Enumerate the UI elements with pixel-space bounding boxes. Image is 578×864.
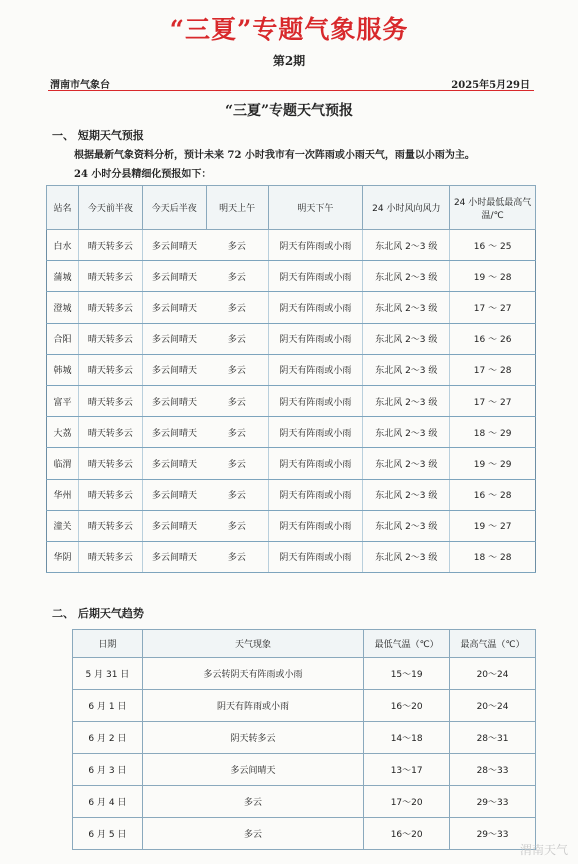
county-forecast-cell: 临渭 <box>47 448 79 479</box>
table-row <box>73 754 536 786</box>
county-forecast-cell: 多云 <box>206 292 268 323</box>
county-forecast-cell: 17 ～ 28 <box>450 354 536 385</box>
county-forecast-cell: 19 ～ 28 <box>450 261 536 292</box>
county-forecast-cell: 阴天有阵雨或小雨 <box>268 354 363 385</box>
county-forecast-cell: 富平 <box>47 385 79 416</box>
county-forecast-cell: 晴天转多云 <box>78 323 142 354</box>
trend-header-row <box>73 630 536 658</box>
trend-cell: 多云间晴天 <box>142 754 363 786</box>
county-forecast-cell: 东北风 2～3 级 <box>363 323 450 354</box>
county-forecast-cell: 东北风 2～3 级 <box>363 541 450 572</box>
county-forecast-cell: 晴天转多云 <box>78 385 142 416</box>
county-forecast-cell: 阴天有阵雨或小雨 <box>268 292 363 323</box>
county-forecast-cell: 东北风 2～3 级 <box>363 510 450 541</box>
table-row <box>47 354 536 385</box>
trend-cell: 6 月 2 日 <box>73 722 143 754</box>
county-forecast-cell: 东北风 2～3 级 <box>363 479 450 510</box>
county-forecast-cell: 阴天有阵雨或小雨 <box>268 385 363 416</box>
county-forecast-header-cell: 24 小时风向风力 <box>363 186 450 230</box>
table-row <box>73 818 536 850</box>
trend-cell: 阴天转多云 <box>142 722 363 754</box>
county-forecast-cell: 多云间晴天 <box>142 292 206 323</box>
county-forecast-cell: 多云间晴天 <box>142 541 206 572</box>
table-row <box>73 690 536 722</box>
trend-cell: 17～20 <box>364 786 450 818</box>
trend-cell: 多云 <box>142 818 363 850</box>
trend-cell: 29～33 <box>450 786 536 818</box>
trend-cell: 6 月 4 日 <box>73 786 143 818</box>
county-forecast-cell: 澄城 <box>47 292 79 323</box>
publisher-row <box>50 76 530 90</box>
county-forecast-cell: 多云间晴天 <box>142 354 206 385</box>
table-row <box>73 786 536 818</box>
county-forecast-header-cell: 今天前半夜 <box>78 186 142 230</box>
county-forecast-cell: 晴天转多云 <box>78 292 142 323</box>
table-row <box>73 658 536 690</box>
county-forecast-cell: 华州 <box>47 479 79 510</box>
trend-header-cell: 最高气温（℃） <box>450 630 536 658</box>
trend-cell: 29～33 <box>450 818 536 850</box>
table-row <box>47 230 536 261</box>
county-forecast-cell: 多云间晴天 <box>142 323 206 354</box>
county-forecast-cell: 多云 <box>206 479 268 510</box>
county-forecast-cell: 多云 <box>206 448 268 479</box>
table-row <box>47 323 536 354</box>
trend-cell: 20～24 <box>450 690 536 722</box>
county-forecast-header-row <box>47 186 536 230</box>
section-short-term-intro <box>74 146 544 184</box>
trend-cell: 5 月 31 日 <box>73 658 143 690</box>
forecast-subtitle: “三夏”专题天气预报 <box>224 103 354 119</box>
county-forecast-cell: 晴天转多云 <box>78 417 142 448</box>
county-forecast-header-cell: 站名 <box>47 186 79 230</box>
county-forecast-cell: 东北风 2～3 级 <box>363 385 450 416</box>
county-forecast-cell: 阴天有阵雨或小雨 <box>268 323 363 354</box>
county-forecast-cell: 多云 <box>206 354 268 385</box>
county-forecast-cell: 东北风 2～3 级 <box>363 354 450 385</box>
publisher-name: 渭南市气象台 <box>50 80 110 91</box>
county-forecast-cell: 晴天转多云 <box>78 230 142 261</box>
table-row <box>47 448 536 479</box>
county-forecast-cell: 19 ～ 29 <box>450 448 536 479</box>
county-forecast-cell: 晴天转多云 <box>78 354 142 385</box>
trend-cell: 16～20 <box>364 818 450 850</box>
county-forecast-cell: 合阳 <box>47 323 79 354</box>
county-forecast-cell: 17 ～ 27 <box>450 385 536 416</box>
county-forecast-cell: 19 ～ 27 <box>450 510 536 541</box>
table-row <box>47 292 536 323</box>
trend-cell: 6 月 1 日 <box>73 690 143 722</box>
document-title: “三夏”专题气象服务 <box>169 15 409 44</box>
county-forecast-cell: 东北风 2～3 级 <box>363 417 450 448</box>
table-row <box>73 722 536 754</box>
county-forecast-cell: 阴天有阵雨或小雨 <box>268 261 363 292</box>
county-forecast-cell: 阴天有阵雨或小雨 <box>268 417 363 448</box>
county-forecast-cell: 多云间晴天 <box>142 417 206 448</box>
county-forecast-cell: 阴天有阵雨或小雨 <box>268 541 363 572</box>
county-forecast-cell: 多云 <box>206 323 268 354</box>
county-forecast-cell: 阴天有阵雨或小雨 <box>268 230 363 261</box>
trend-header-cell: 日期 <box>73 630 143 658</box>
trend-cell: 15～19 <box>364 658 450 690</box>
county-forecast-header-cell: 今天后半夜 <box>142 186 206 230</box>
county-forecast-cell: 韩城 <box>47 354 79 385</box>
county-forecast-cell: 多云间晴天 <box>142 230 206 261</box>
table-row <box>47 385 536 416</box>
publish-date: 2025年5月29日 <box>451 80 530 91</box>
county-forecast-cell: 多云间晴天 <box>142 385 206 416</box>
county-forecast-cell: 16 ～ 25 <box>450 230 536 261</box>
county-forecast-cell: 东北风 2～3 级 <box>363 292 450 323</box>
trend-cell: 6 月 3 日 <box>73 754 143 786</box>
county-forecast-cell: 阴天有阵雨或小雨 <box>268 479 363 510</box>
trend-header-cell: 最低气温（℃） <box>364 630 450 658</box>
table-row <box>47 541 536 572</box>
county-forecast-cell: 多云间晴天 <box>142 448 206 479</box>
county-forecast-cell: 多云间晴天 <box>142 510 206 541</box>
county-forecast-cell: 大荔 <box>47 417 79 448</box>
trend-table <box>72 629 536 850</box>
county-forecast-cell: 华阴 <box>47 541 79 572</box>
table-row <box>47 479 536 510</box>
county-forecast-cell: 多云 <box>206 230 268 261</box>
county-forecast-header-cell: 明天下午 <box>268 186 363 230</box>
county-forecast-cell: 多云 <box>206 541 268 572</box>
county-forecast-cell: 多云间晴天 <box>142 479 206 510</box>
watermark: 渭南天气 <box>519 843 568 857</box>
county-forecast-header-cell: 明天上午 <box>206 186 268 230</box>
county-forecast-header-cell: 24 小时最低最高气温/℃ <box>450 186 536 230</box>
county-forecast-cell: 晴天转多云 <box>78 510 142 541</box>
trend-cell: 20～24 <box>450 658 536 690</box>
county-forecast-cell: 16 ～ 26 <box>450 323 536 354</box>
trend-cell: 28～31 <box>450 722 536 754</box>
trend-cell: 13～17 <box>364 754 450 786</box>
county-forecast-cell: 17 ～ 27 <box>450 292 536 323</box>
table-row <box>47 510 536 541</box>
county-forecast-cell: 晴天转多云 <box>78 261 142 292</box>
county-forecast-cell: 多云 <box>206 510 268 541</box>
intro-line-2: 24 小时分县精细化预报如下： <box>74 169 212 180</box>
county-forecast-cell: 阴天有阵雨或小雨 <box>268 510 363 541</box>
trend-cell: 多云 <box>142 786 363 818</box>
header-divider <box>48 90 534 91</box>
county-forecast-cell: 东北风 2～3 级 <box>363 230 450 261</box>
issue-number: 第2期 <box>272 54 306 68</box>
county-forecast-cell: 晴天转多云 <box>78 479 142 510</box>
county-forecast-cell: 18 ～ 28 <box>450 541 536 572</box>
trend-cell: 14～18 <box>364 722 450 754</box>
county-forecast-table <box>46 185 536 573</box>
trend-header-cell: 天气现象 <box>142 630 363 658</box>
county-forecast-cell: 蒲城 <box>47 261 79 292</box>
county-forecast-cell: 潼关 <box>47 510 79 541</box>
trend-cell: 6 月 5 日 <box>73 818 143 850</box>
county-forecast-cell: 东北风 2～3 级 <box>363 448 450 479</box>
trend-cell: 阴天有阵雨或小雨 <box>142 690 363 722</box>
county-forecast-cell: 晴天转多云 <box>78 448 142 479</box>
county-forecast-cell: 多云 <box>206 385 268 416</box>
county-forecast-cell: 多云间晴天 <box>142 261 206 292</box>
county-forecast-cell: 16 ～ 28 <box>450 479 536 510</box>
intro-line-1: 根据最新气象资料分析，预计未来 72 小时我市有一次阵雨或小雨天气，雨量以小雨为主。 <box>74 150 475 161</box>
county-forecast-cell: 多云 <box>206 417 268 448</box>
trend-cell: 16～20 <box>364 690 450 722</box>
table-row <box>47 261 536 292</box>
county-forecast-cell: 阴天有阵雨或小雨 <box>268 448 363 479</box>
county-forecast-cell: 18 ～ 29 <box>450 417 536 448</box>
county-forecast-cell: 白水 <box>47 230 79 261</box>
trend-cell: 28～33 <box>450 754 536 786</box>
county-forecast-cell: 晴天转多云 <box>78 541 142 572</box>
table-row <box>47 417 536 448</box>
section-short-term-heading: 一、 短期天气预报 <box>52 129 144 142</box>
county-forecast-cell: 东北风 2～3 级 <box>363 261 450 292</box>
county-forecast-cell: 多云 <box>206 261 268 292</box>
section-trend-heading: 二、 后期天气趋势 <box>52 607 144 620</box>
trend-cell: 多云转阴天有阵雨或小雨 <box>142 658 363 690</box>
